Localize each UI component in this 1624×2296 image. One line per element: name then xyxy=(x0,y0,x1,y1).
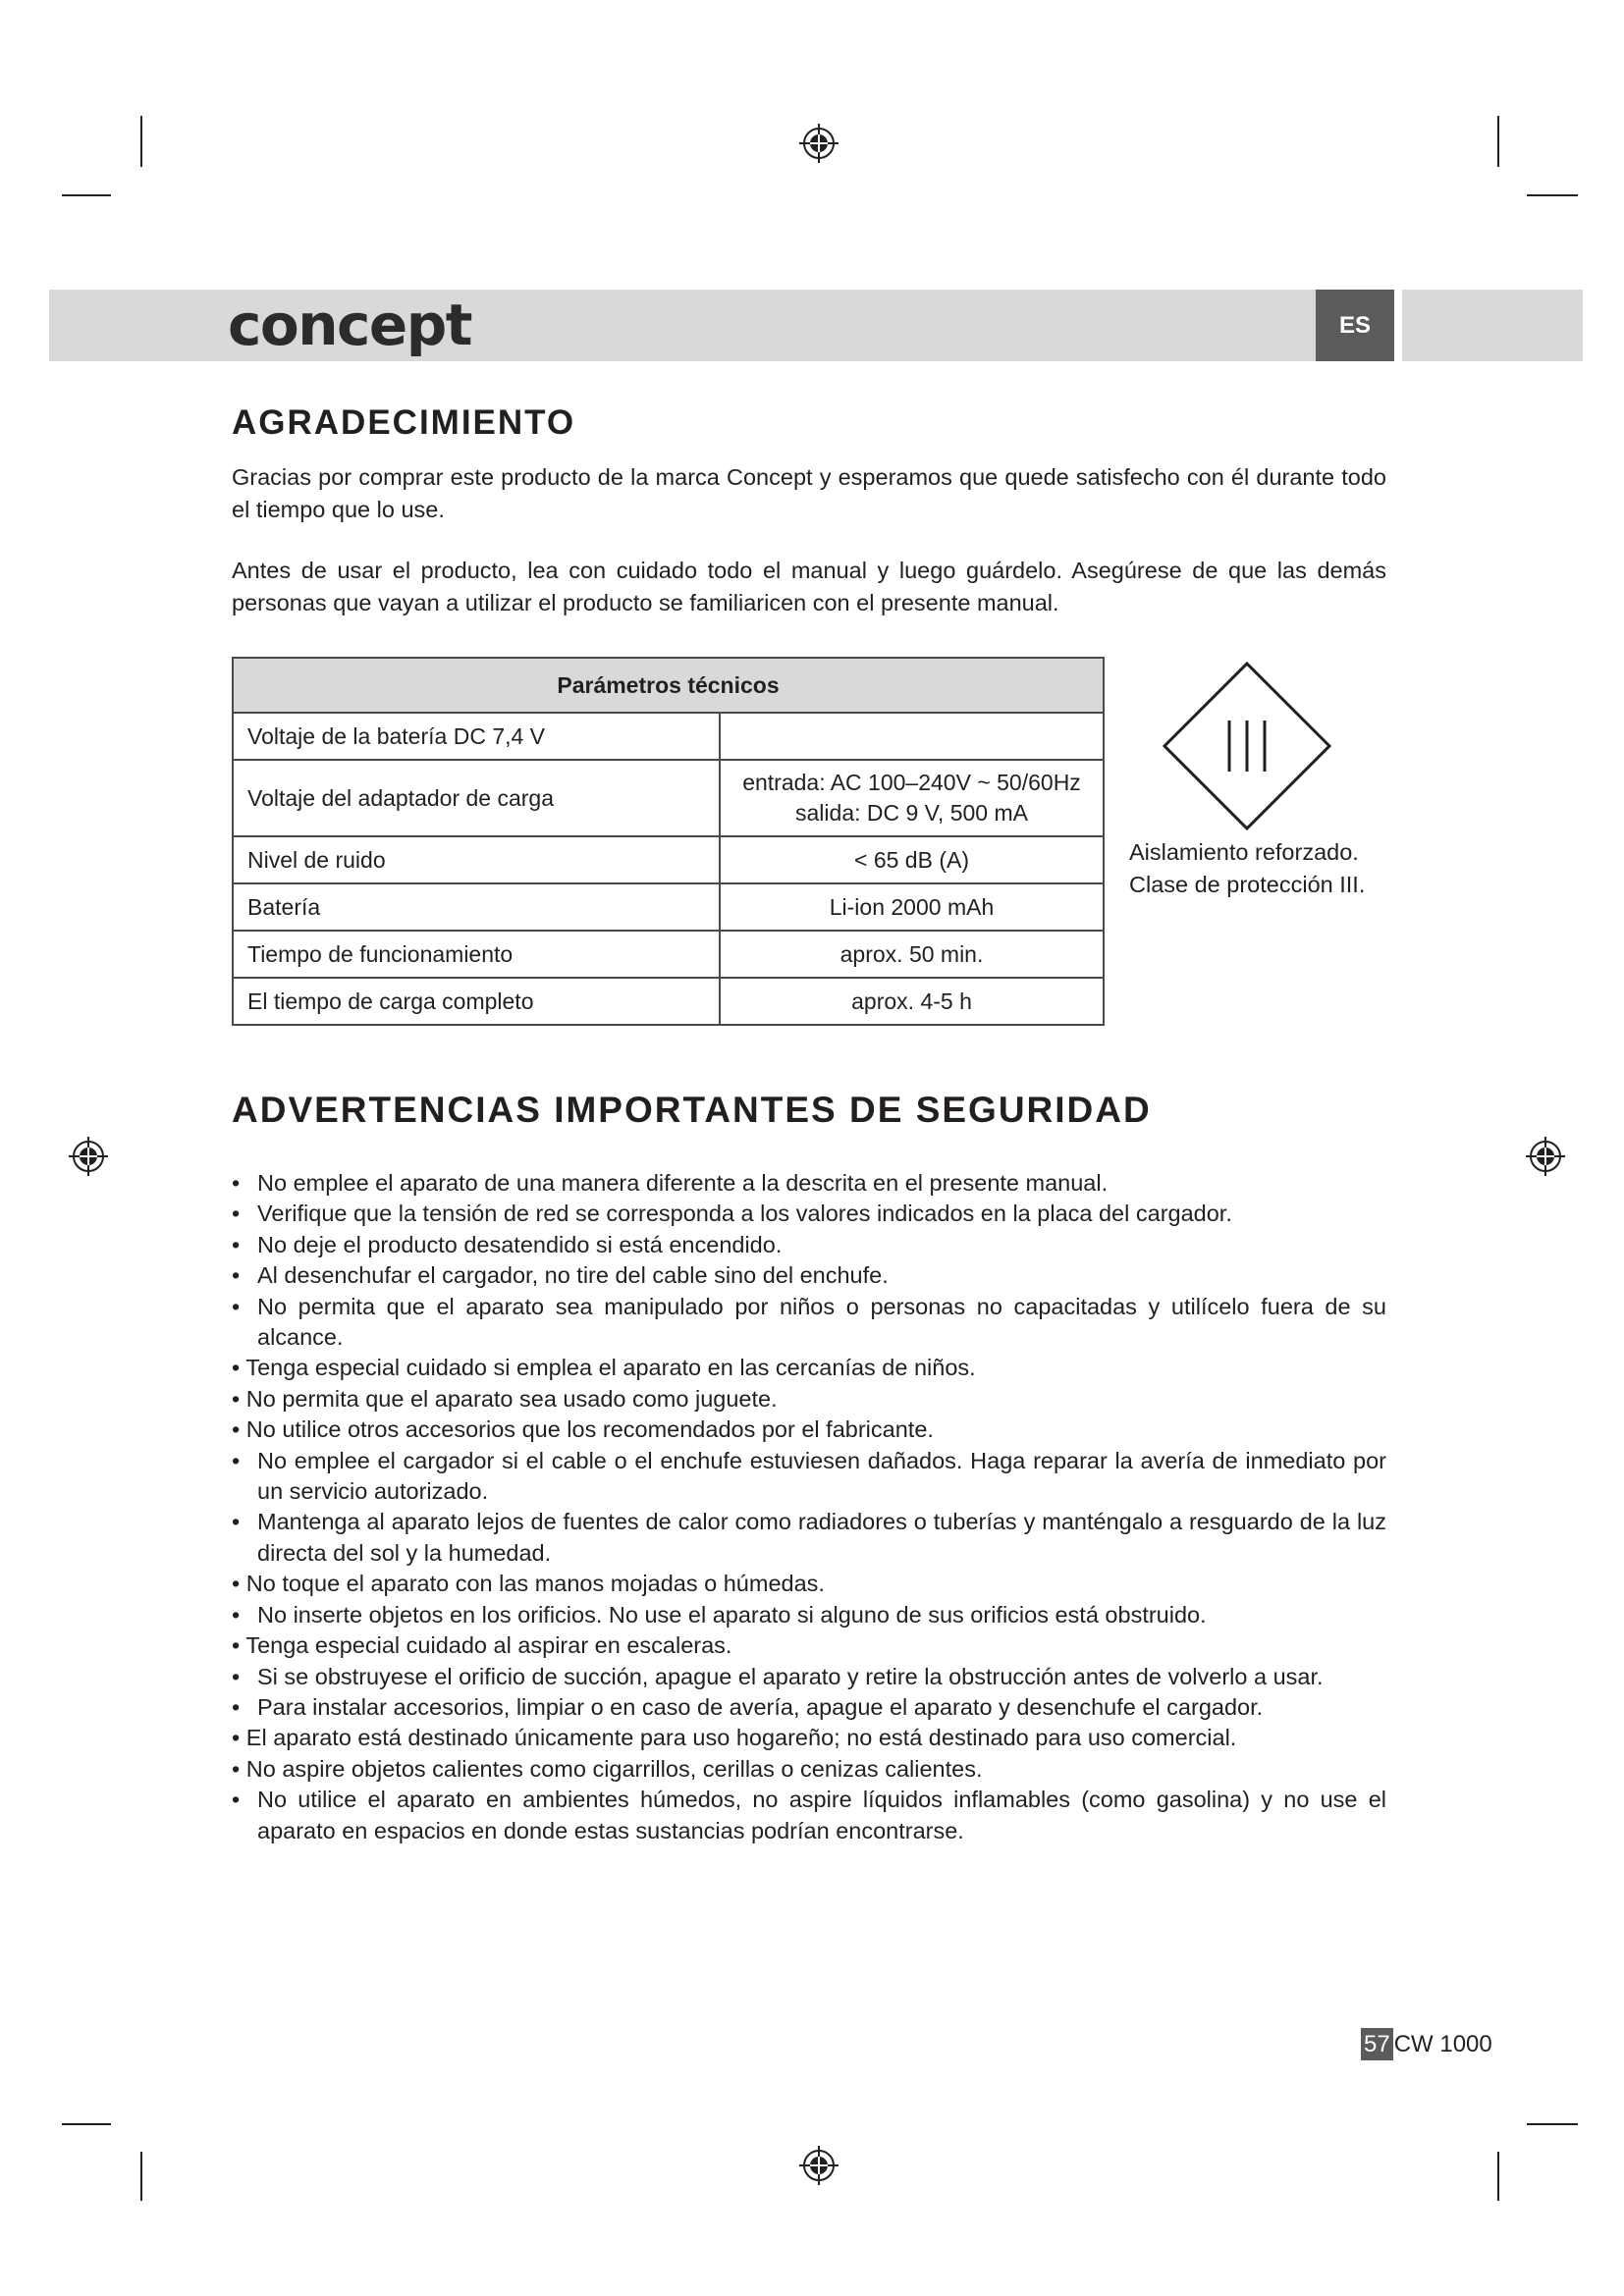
list-item xyxy=(232,1630,1386,1661)
table-row xyxy=(233,713,1104,760)
table-header-row xyxy=(233,658,1104,713)
crop-mark xyxy=(1497,2152,1499,2201)
table-title: Parámetros técnicos xyxy=(233,658,1104,713)
safety-warnings-list xyxy=(232,1168,1386,1846)
table-cell-value xyxy=(720,713,1104,760)
list-item: • No emplee el cargador si el cable o el enchufe estuviesen dañados. Haga reparar la avería de inmediato por un servicio autorizado. xyxy=(232,1446,1386,1508)
table-cell-label: Nivel de ruido xyxy=(233,836,720,883)
protection-class-iii-icon xyxy=(1161,660,1333,832)
table-cell-value: aprox. 4-5 h xyxy=(720,978,1104,1025)
language-badge: ES xyxy=(1316,290,1394,361)
table-row xyxy=(233,760,1104,836)
table-row xyxy=(233,836,1104,883)
table-cell-label: Batería xyxy=(233,883,720,931)
table-cell-label: Voltaje de la batería DC 7,4 V xyxy=(233,713,720,760)
list-item xyxy=(232,1569,1386,1599)
registration-mark-icon xyxy=(797,2144,840,2187)
crop-mark xyxy=(1497,116,1499,167)
registration-mark-icon xyxy=(797,122,840,165)
list-item-text: Tenga especial cuidado si emplea el aparato en las cercanías de niños. xyxy=(245,1355,976,1381)
list-item-text: No utilice otros accesorios que los recomendados por el fabricante. xyxy=(245,1416,934,1443)
crop-mark xyxy=(62,194,111,196)
table-cell-value: Li-ion 2000 mAh xyxy=(720,883,1104,931)
header-divider xyxy=(1394,290,1402,361)
model-name: CW 1000 xyxy=(1393,2030,1492,2057)
list-item-text: No aspire objetos calientes como cigarrillos, cerillas o cenizas calientes. xyxy=(245,1755,983,1782)
list-item xyxy=(232,1353,1386,1383)
list-item-text: El aparato está destinado únicamente para uso hogareño; no está destinado para uso comercial. xyxy=(245,1725,1237,1751)
list-item: • Si se obstruyese el orificio de succión, apague el aparato y retire la obstrucción antes de volverlo a usar. xyxy=(232,1662,1386,1692)
registration-mark-icon xyxy=(1524,1135,1567,1178)
list-item: • Mantenga al aparato lejos de fuentes de calor como radiadores o tuberías y manténgalo a resguardo de la luz directa del sol y la humedad. xyxy=(232,1507,1386,1569)
brand-logo: concept xyxy=(228,292,471,358)
table-cell-value xyxy=(720,760,1104,836)
table-cell-label: Voltaje del adaptador de carga xyxy=(233,760,720,836)
list-item xyxy=(232,1384,1386,1415)
list-item: • Para instalar accesorios, limpiar o en caso de avería, apague el aparato y desenchufe el cargador. xyxy=(232,1692,1386,1723)
list-item-text: Tenga especial cuidado al aspirar en escaleras. xyxy=(245,1632,732,1659)
list-item: • No utilice el aparato en ambientes húmedos, no aspire líquidos inflamables (como gasolina) y no use el aparato en espacios en donde estas sustancias podrían encontrarse. xyxy=(232,1785,1386,1846)
thanks-paragraph: Antes de usar el producto, lea con cuidado todo el manual y luego guárdelo. Asegúrese de que las demás personas que vayan a utilizar el producto se familiaricen con el presente manual. xyxy=(232,558,1386,615)
table-cell-value: < 65 dB (A) xyxy=(720,836,1104,883)
section-title-safety: ADVERTENCIAS IMPORTANTES DE SEGURIDAD xyxy=(232,1090,1152,1130)
technical-parameters-table xyxy=(232,657,1105,1026)
adapter-output-value: salida: DC 9 V, 500 mA xyxy=(795,800,1028,826)
adapter-input-value: entrada: AC 100–240V ~ 50/60Hz xyxy=(742,770,1081,795)
table-row xyxy=(233,931,1104,978)
crop-mark xyxy=(1527,194,1578,196)
list-item: • No permita que el aparato sea manipulado por niños o personas no capacitadas y utilícelo fuera de su alcance. xyxy=(232,1292,1386,1354)
registration-mark-icon xyxy=(67,1135,110,1178)
crop-mark xyxy=(1527,2123,1578,2125)
list-item: • Verifique que la tensión de red se corresponda a los valores indicados en la placa del cargador. xyxy=(232,1199,1386,1229)
list-item xyxy=(232,1415,1386,1445)
table-cell-label: Tiempo de funcionamiento xyxy=(233,931,720,978)
list-item xyxy=(232,1723,1386,1753)
crop-mark xyxy=(140,2152,142,2201)
list-item: • No emplee el aparato de una manera diferente a la descrita en el presente manual. xyxy=(232,1168,1386,1199)
protection-caption xyxy=(1129,836,1404,901)
crop-mark xyxy=(140,116,142,167)
page-number: 57 xyxy=(1361,2028,1393,2060)
protection-caption-line: Clase de protección III. xyxy=(1129,872,1366,897)
crop-mark xyxy=(62,2123,111,2125)
list-item: • No inserte objetos en los orificios. No use el aparato si alguno de sus orificios está obstruido. xyxy=(232,1600,1386,1630)
page-footer xyxy=(1361,2028,1492,2060)
table-row xyxy=(233,978,1104,1025)
table-row xyxy=(233,883,1104,931)
list-item xyxy=(232,1754,1386,1785)
thanks-paragraph: Gracias por comprar este producto de la marca Concept y esperamos que quede satisfecho con él durante todo el tiempo que lo use. xyxy=(232,464,1386,522)
section-title-thanks: AGRADECIMIENTO xyxy=(232,403,576,442)
table-cell-value: aprox. 50 min. xyxy=(720,931,1104,978)
list-item-text: No toque el aparato con las manos mojadas o húmedas. xyxy=(245,1571,825,1597)
protection-caption-line: Aislamiento reforzado. xyxy=(1129,839,1359,865)
list-item: • No deje el producto desatendido si está encendido. xyxy=(232,1230,1386,1260)
table-cell-label: El tiempo de carga completo xyxy=(233,978,720,1025)
list-item-text: No permita que el aparato sea usado como juguete. xyxy=(245,1385,778,1412)
list-item: • Al desenchufar el cargador, no tire del cable sino del enchufe. xyxy=(232,1260,1386,1291)
